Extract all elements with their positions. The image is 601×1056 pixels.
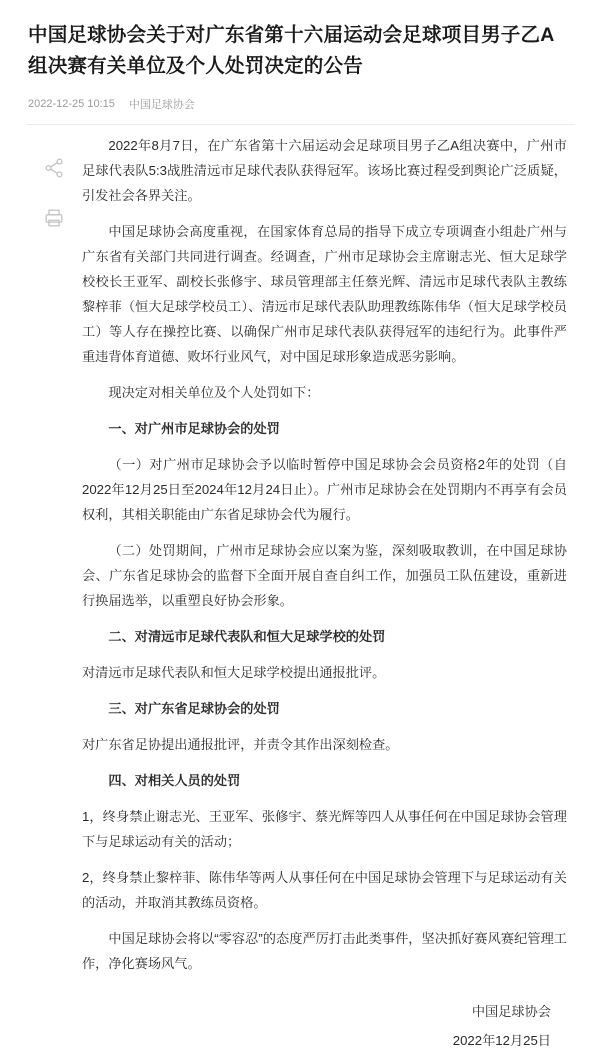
signature-date: 2022年12月25日 (452, 1033, 551, 1048)
paragraph: 1，终身禁止谢志光、王亚军、张修宇、蔡光辉等四人从事任何在中国足球协会管理下与足球运动有关的活动； (82, 809, 567, 849)
section-heading: 二、对清远市足球代表队和恒大足球学校的处罚 (108, 629, 386, 644)
page-title: 中国足球协会关于对广东省第十六届运动会足球项目男子乙A组决赛有关单位及个人处罚决定的公告 (28, 24, 555, 77)
paragraph: （一）对广州市足球协会予以临时暂停中国足球协会会员资格2年的处罚（自2022年12月25日至2024年12月24日止）。广州市足球协会在处罚期内不再享有会员权利，其相关职能由广东省足球协会代为履行。 (82, 457, 567, 522)
paragraph: 2022年8月7日，在广东省第十六届运动会足球项目男子乙A组决赛中，广州市足球代表队5:3战胜清远市足球代表队获得冠军。该场比赛过程受到舆论广泛质疑，引发社会各界关注。 (82, 138, 567, 203)
section-heading: 四、对相关人员的处罚 (108, 773, 241, 788)
publish-source: 中国足球协会 (128, 99, 195, 111)
tool-rail (26, 133, 82, 1056)
paragraph: 现决定对相关单位及个人处罚如下： (108, 385, 320, 400)
section-heading: 三、对广东省足球协会的处罚 (108, 701, 280, 716)
signature-block (82, 998, 567, 1054)
article-body (82, 133, 575, 1056)
header-divider (26, 124, 575, 125)
share-icon[interactable] (41, 155, 67, 181)
signature-org: 中国足球协会 (471, 1004, 551, 1019)
article-meta (26, 96, 575, 112)
print-icon[interactable] (41, 205, 67, 231)
paragraph: （二）处罚期间，广州市足球协会应以案为鉴，深刻吸取教训，在中国足球协会、广东省足球协会的监督下全面开展自查自纠工作，加强员工队伍建设，重新进行换届选举，以重塑良好协会形象。 (82, 543, 567, 608)
body-wrapper (26, 133, 575, 1056)
closing-paragraph: 中国足球协会将以“零容忍”的态度严厉打击此类事件，坚决抓好赛风赛纪管理工作，净化赛场风气。 (82, 931, 567, 971)
paragraph: 对清远市足球代表队和恒大足球学校提出通报批评。 (82, 665, 386, 680)
paragraph: 2，终身禁止黎梓菲、陈伟华等两人从事任何在中国足球协会管理下与足球运动有关的活动，并取消其教练员资格。 (82, 870, 567, 910)
paragraph: 中国足球协会高度重视，在国家体育总局的指导下成立专项调查小组赴广州与广东省有关部门共同进行调查。经调查，广州市足球协会主席谢志光、恒大足球学校校长王亚军、副校长张修宇、球员管理部主任蔡光辉、清远市足球代表队主教练黎梓菲（恒大足球学校员工）、清远市足球代表队助理教练陈伟华（恒大足球学校员工）等人存在操控比赛、以确保广州市足球代表队获得冠军的违纪行为。此事件严重违背体育道德、败坏行业风气，对中国足球形象造成恶劣影响。 (82, 224, 567, 364)
publish-timestamp: 2022-12-25 10:15 (28, 98, 115, 110)
section-heading: 一、对广州市足球协会的处罚 (108, 421, 280, 436)
paragraph: 对广东省足协提出通报批评，并责令其作出深刻检查。 (82, 737, 399, 752)
